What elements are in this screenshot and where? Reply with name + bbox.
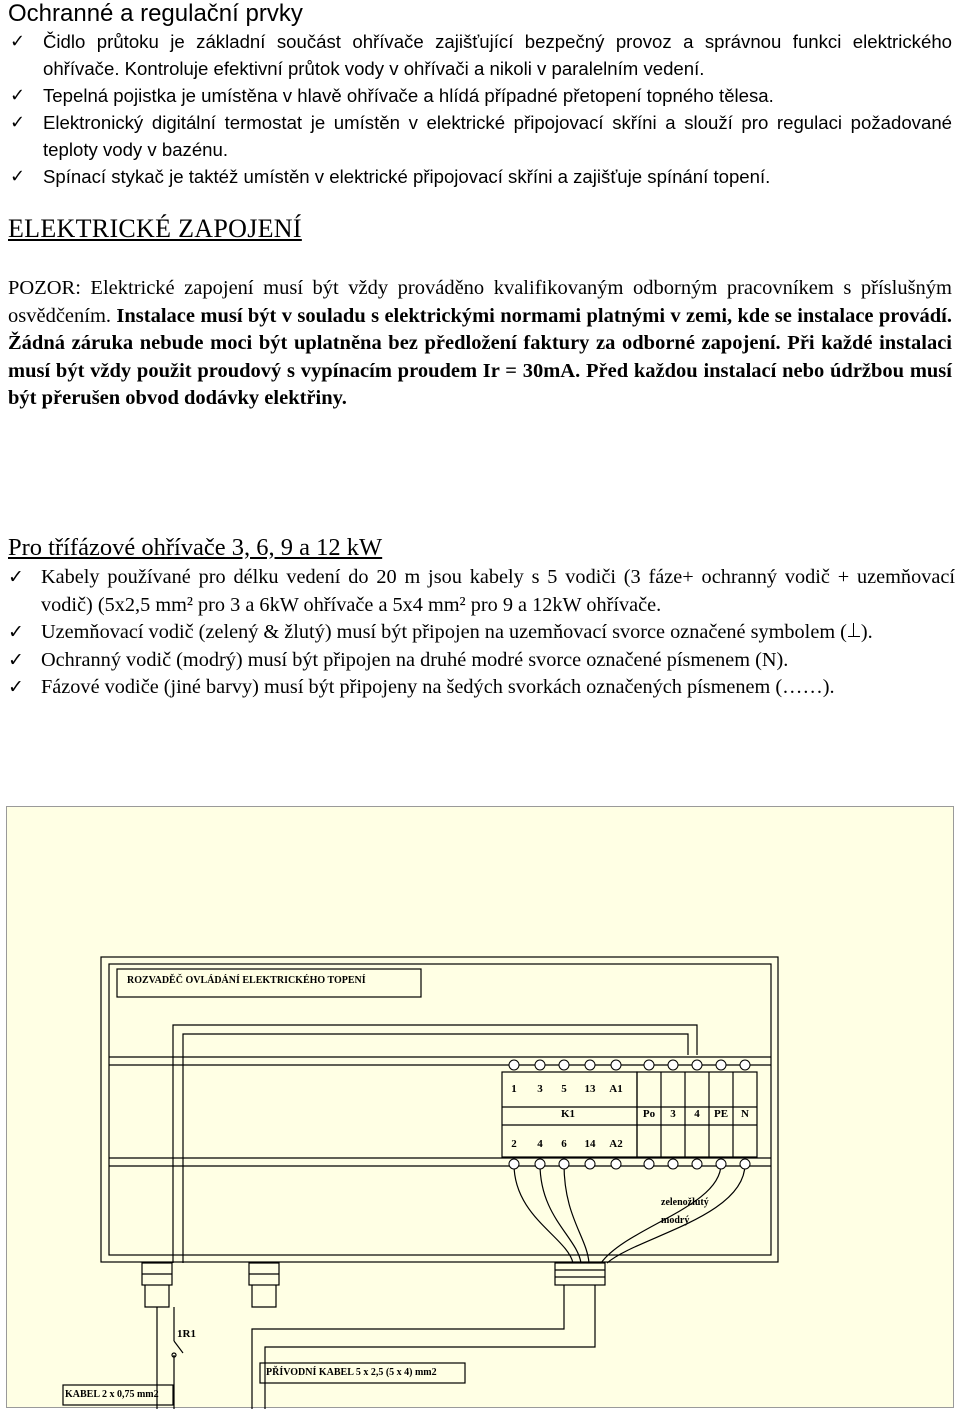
terminal-label: 3 xyxy=(537,1083,543,1095)
terminal-label: 4 xyxy=(537,1138,543,1150)
gland-nut-middle xyxy=(252,1285,276,1307)
wire-pe xyxy=(601,1164,721,1263)
terminal-label: 13 xyxy=(584,1083,596,1095)
three-phase-list xyxy=(8,564,955,702)
control-box-title: ROZVADĚČ OVLÁDÁNÍ ELEKTRICKÉHO TOPENÍ xyxy=(127,975,366,986)
section-title-protective-elements: Ochranné a regulační prvky xyxy=(8,0,303,27)
wiring-diagram xyxy=(6,806,954,1408)
terminal-label: 4 xyxy=(694,1108,700,1120)
warning-paragraph xyxy=(8,275,952,413)
terminal-label: A1 xyxy=(609,1083,623,1095)
list-item: ✓ Čidlo průtoku je základní součást ohřívače zajišťující bezpečný provoz a správnou funkci elektrického ohřívače. Kontroluje efektivní průtok vody v ohřívači a nikoli v paralelním vedení. xyxy=(8,28,952,82)
switch-label: 1R1 xyxy=(177,1328,196,1340)
wire-label-green-yellow: zelenožlutý xyxy=(661,1197,709,1208)
checkmark-icon: ✓ xyxy=(8,621,24,643)
terminal-label: 2 xyxy=(511,1138,517,1150)
supply-cable-inner xyxy=(265,1285,595,1409)
checkmark-icon: ✓ xyxy=(8,676,24,698)
list-item: ✓ Kabely používané pro délku vedení do 20 m jsou kabely s 5 vodiči (3 fáze+ ochranný vodič + uzemňovací vodič) (5x2,5 mm² pro 3 a 6kW ohřívače a 5x4 mm² pro 9 a 12kW ohřívače. xyxy=(8,566,955,616)
section-title-three-phase: Pro třífázové ohřívače 3, 6, 9 a 12 kW xyxy=(8,534,383,561)
list-item: ✓ Elektronický digitální termostat je umístěn v elektrické připojovací skříni a slouží pro regulaci požadované teploty vody v bazénu. xyxy=(8,109,952,163)
checkmark-icon: ✓ xyxy=(10,166,26,187)
wire-l2 xyxy=(540,1164,581,1263)
list-item: ✓ Uzemňovací vodič (zelený & žlutý) musí být připojen na uzemňovací svorce označené symbolem ( ). xyxy=(8,619,955,647)
ground-symbol-icon xyxy=(847,623,861,637)
checkmark-icon: ✓ xyxy=(10,31,26,52)
terminal-label: A2 xyxy=(609,1138,623,1150)
wire-label-blue: modrý xyxy=(661,1215,690,1226)
section-title-electrical-wiring: ELEKTRICKÉ ZAPOJENÍ xyxy=(8,214,302,243)
terminal-label: PE xyxy=(713,1108,729,1120)
terminal-label: Po xyxy=(642,1108,656,1120)
warning-rest: Instalace musí být v souladu s elektrickými normami platnými v zemi, kde se instalace provádí. Žádná záruka nebude moci být uplatněna bez předložení faktury za odborné zapojení. Při každé instalaci musí být vždy použit proudový s vypínacím proudem Ir = 30mA. Před každou instalací nebo údržbou musí být přerušen obvod dodávky elektřiny. xyxy=(8,304,952,409)
list-item: ✓ Spínací stykač je taktéž umístěn v elektrické připojovací skříni a zajišťuje spínání topení. xyxy=(8,163,952,190)
terminal-label: 6 xyxy=(561,1138,567,1150)
supply-cable-label: PŘÍVODNÍ KABEL 5 x 2,5 (5 x 4) mm2 xyxy=(266,1367,437,1378)
small-cable-label: KABEL 2 x 0,75 mm2 xyxy=(65,1389,159,1400)
cable-gland-main xyxy=(555,1263,605,1285)
gland-nut-left xyxy=(145,1285,169,1307)
wire-l3 xyxy=(564,1164,589,1263)
checkmark-icon: ✓ xyxy=(10,85,26,106)
checkmark-icon: ✓ xyxy=(8,648,24,671)
terminal-label: 5 xyxy=(561,1083,567,1095)
terminal-label: 14 xyxy=(584,1138,596,1150)
terminal-label: 3 xyxy=(670,1108,676,1120)
warning-lead: POZOR: Elektrické zapojení musí být vždy prováděno kvalifikovaným odborným pracovníkem s příslušným osvědčením. xyxy=(8,277,952,327)
wiring-diagram-drawing xyxy=(7,807,955,1409)
checkmark-icon: ✓ xyxy=(10,112,26,133)
list-item: ✓ Tepelná pojistka je umístěna v hlavě ohřívače a hlídá případné přetopení topného tělesa. xyxy=(8,82,952,109)
contactor-label: K1 xyxy=(560,1108,576,1120)
protective-elements-list xyxy=(8,28,952,190)
terminal-label: N xyxy=(741,1108,749,1120)
list-item: ✓ Ochranný vodič (modrý) musí být připojen na druhé modré svorce označené písmenem (N). xyxy=(8,647,955,675)
list-item: ✓ Fázové vodiče (jiné barvy) musí být připojeny na šedých svorkách označených písmenem (……). xyxy=(8,674,955,702)
switch-lever xyxy=(174,1341,183,1353)
checkmark-icon: ✓ xyxy=(8,566,24,588)
terminal-label: 1 xyxy=(511,1083,517,1095)
